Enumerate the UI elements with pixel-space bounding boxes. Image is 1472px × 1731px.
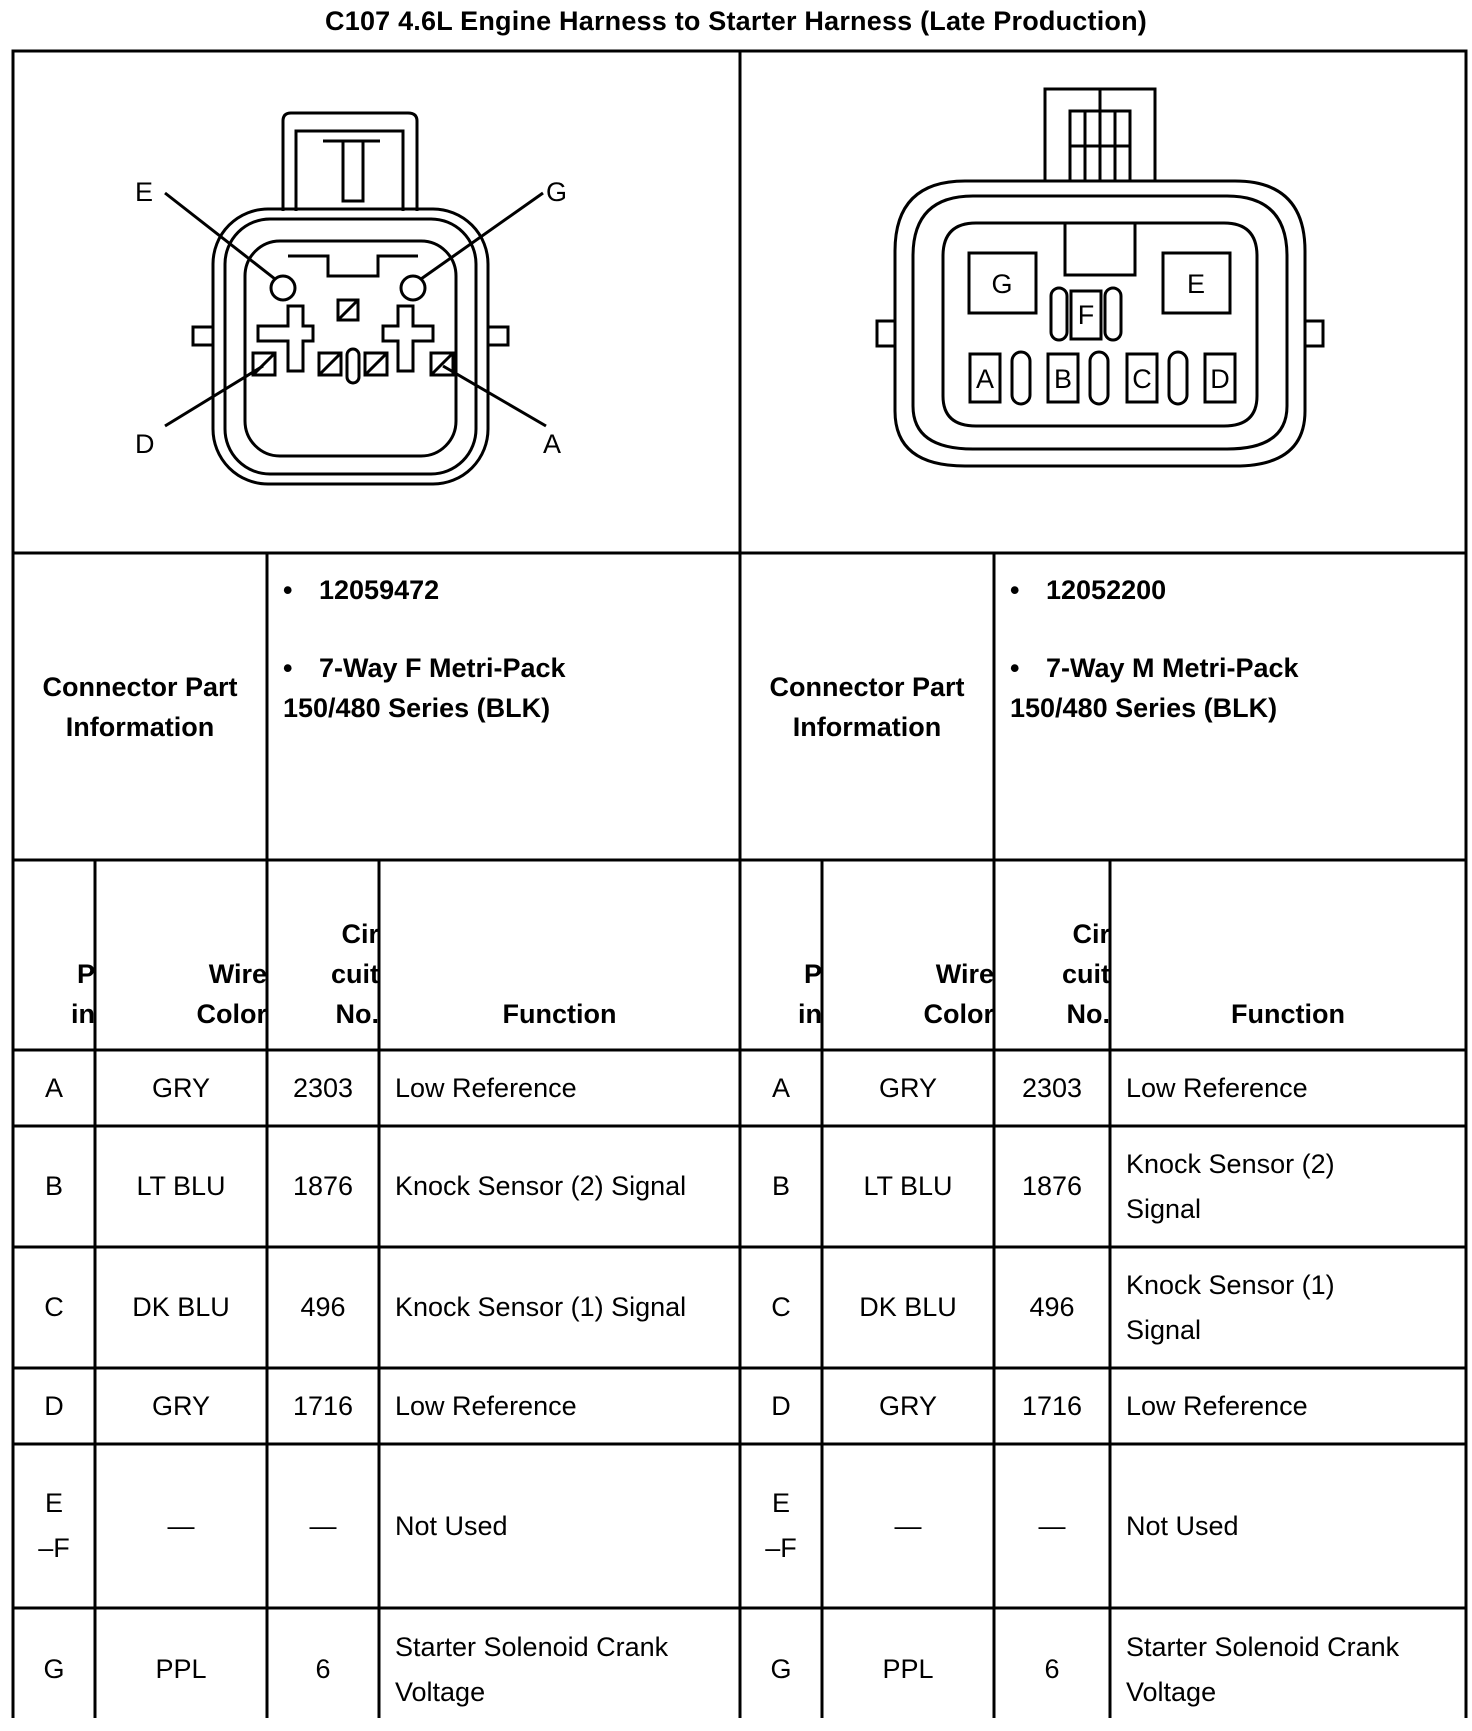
pin-label-a: A [975,364,995,394]
table-cell-function-line2: Signal [1126,1193,1202,1224]
pin-label-g: G [991,269,1013,299]
table-cell-wire: — [167,1510,195,1541]
right-part-info: • 12052200 • 7-Way M Metri-Pack 150/480 Series (BLK) [1010,570,1299,728]
right-part-desc-1: 7-Way M Metri-Pack [1046,653,1299,683]
left-part-number: 12059472 [319,575,440,605]
header-pin-line1: P [76,959,95,989]
left-connector-diagram [13,51,740,553]
right-part-desc-2: 150/480 Series (BLK) [1010,693,1278,723]
right-part-number: 12052200 [1046,575,1167,605]
header-pin-line2: in [71,999,95,1029]
header-wire-line2: Color [196,999,267,1029]
pin-label-c: C [1132,364,1152,394]
table-cell-circuit: 1876 [292,1171,354,1201]
table-cell-pin: B [44,1171,63,1201]
table-cell-wire: GRY [878,1390,938,1421]
header-wire-line2: Color [923,999,994,1029]
pin-label-a: A [543,429,562,459]
pin-label-g: G [546,177,568,207]
header-function-label: Function [502,999,617,1029]
header-circuit-line3: No. [1066,999,1110,1029]
table-cell-circuit: 6 [315,1654,331,1684]
table-cell-circuit: 1716 [292,1390,354,1421]
table-cell-pin-line1: E [771,1488,790,1518]
table-cell-pin: A [44,1072,63,1103]
table-cell-circuit: 496 [1029,1292,1075,1322]
table-cell-pin: C [771,1292,791,1322]
table-cell-pin: C [44,1292,64,1322]
table-cell-function: Low Reference [1126,1072,1308,1103]
header-wire-line1: Wire [935,959,994,989]
table-cell-pin: B [771,1171,790,1201]
table-cell-wire: GRY [151,1072,211,1103]
table-cell-function [379,1608,740,1731]
table-cell-wire: DK BLU [132,1292,230,1322]
table-cell-function: Knock Sensor (1) Signal [395,1292,687,1322]
table-cell-pin-line2: –F [38,1533,70,1563]
table-cell-circuit: 6 [1044,1654,1060,1684]
header-wire-line1: Wire [208,959,267,989]
table-cell-function: Low Reference [395,1072,577,1103]
table-cell-wire: PPL [882,1654,934,1684]
table-cell-wire: DK BLU [859,1292,957,1322]
table-cell-circuit: — [1038,1510,1066,1541]
left-info-label-line1: Connector Part [42,671,238,702]
header-function-label: Function [1231,999,1345,1029]
header-pin-line1: P [803,959,822,989]
table-cell-function: Low Reference [1126,1390,1308,1421]
table-cell-function [1110,1608,1466,1731]
table-cell-pin: D [44,1390,64,1421]
table-cell-function-line1: Starter Solenoid Crank [395,1631,669,1662]
header-circuit-line2: cuit [330,959,379,989]
table-cell-function-line2: Voltage [395,1676,486,1707]
header-circuit-no [267,860,379,1050]
table-cell-function [1110,1247,1466,1368]
left-part-info: • 12059472 • 7-Way F Metri-Pack 150/480 Series (BLK) [283,570,566,728]
table-cell-wire: LT BLU [863,1171,953,1201]
table-cell-function: Low Reference [395,1390,577,1421]
table-cell-circuit: 2303 [292,1072,354,1103]
table-cell-function-line1: Knock Sensor (1) [1126,1269,1335,1300]
table-cell-wire: PPL [155,1654,207,1684]
header-wire-color [95,860,267,1050]
left-info-label-line2: Information [65,711,215,742]
right-info-label-line2: Information [792,711,942,742]
right-info-label-line1: Connector Part [769,671,965,702]
header-pin [13,860,95,1050]
table-cell-function: Not Used [1126,1510,1239,1541]
table-cell-wire: LT BLU [136,1171,226,1201]
header-circuit-no [994,860,1110,1050]
right-connector-diagram [740,51,1466,553]
table-cell-pin-line1: E [44,1488,63,1518]
table-cell-wire: — [894,1510,922,1541]
table-cell-function-line2: Signal [1126,1314,1202,1345]
table-cell-function-line2: Voltage [1126,1676,1217,1707]
table-cell-wire: GRY [878,1072,938,1103]
pin-label-d: D [1210,364,1230,394]
header-circuit-line3: No. [335,999,379,1029]
table-cell-circuit: 1876 [1021,1171,1083,1201]
left-info-label [13,553,267,860]
table-cell-pin: G [43,1654,65,1684]
table-cell-wire: GRY [151,1390,211,1421]
table-cell-pin: G [770,1654,792,1684]
table-cell-function: Not Used [395,1510,508,1541]
header-circuit-line1: Cir [341,919,379,949]
table-cell-function: Knock Sensor (2) Signal [395,1171,687,1201]
table-cell-function [1110,1126,1466,1247]
page-title: C107 4.6L Engine Harness to Starter Harness (Late Production) [325,6,1147,36]
pin-label-e: E [1186,269,1206,299]
table-cell-function-line1: Starter Solenoid Crank [1126,1631,1400,1662]
header-pin-line2: in [798,999,822,1029]
header-wire-color [822,860,994,1050]
left-part-desc-1: 7-Way F Metri-Pack [319,653,566,683]
pin-label-e: E [135,177,154,207]
pin-label-f: F [1077,300,1095,330]
table-cell-pin [13,1444,95,1608]
header-pin [740,860,822,1050]
left-part-desc-2: 150/480 Series (BLK) [283,693,551,723]
pin-label-d: D [135,429,155,459]
table-cell-pin [740,1444,822,1608]
header-function [379,860,740,1050]
table-cell-circuit: 2303 [1021,1072,1083,1103]
right-info-label [740,553,994,860]
table-cell-pin-line2: –F [765,1533,797,1563]
header-circuit-line2: cuit [1061,959,1110,989]
table-cell-circuit: 1716 [1021,1390,1083,1421]
header-function [1110,860,1466,1050]
table-cell-circuit: 496 [300,1292,346,1322]
table-cell-function-line1: Knock Sensor (2) [1126,1148,1335,1179]
table-cell-pin: A [771,1072,790,1103]
header-circuit-line1: Cir [1072,919,1110,949]
table-cell-pin: D [771,1390,791,1421]
pin-label-b: B [1053,364,1073,394]
table-cell-circuit: — [309,1510,337,1541]
